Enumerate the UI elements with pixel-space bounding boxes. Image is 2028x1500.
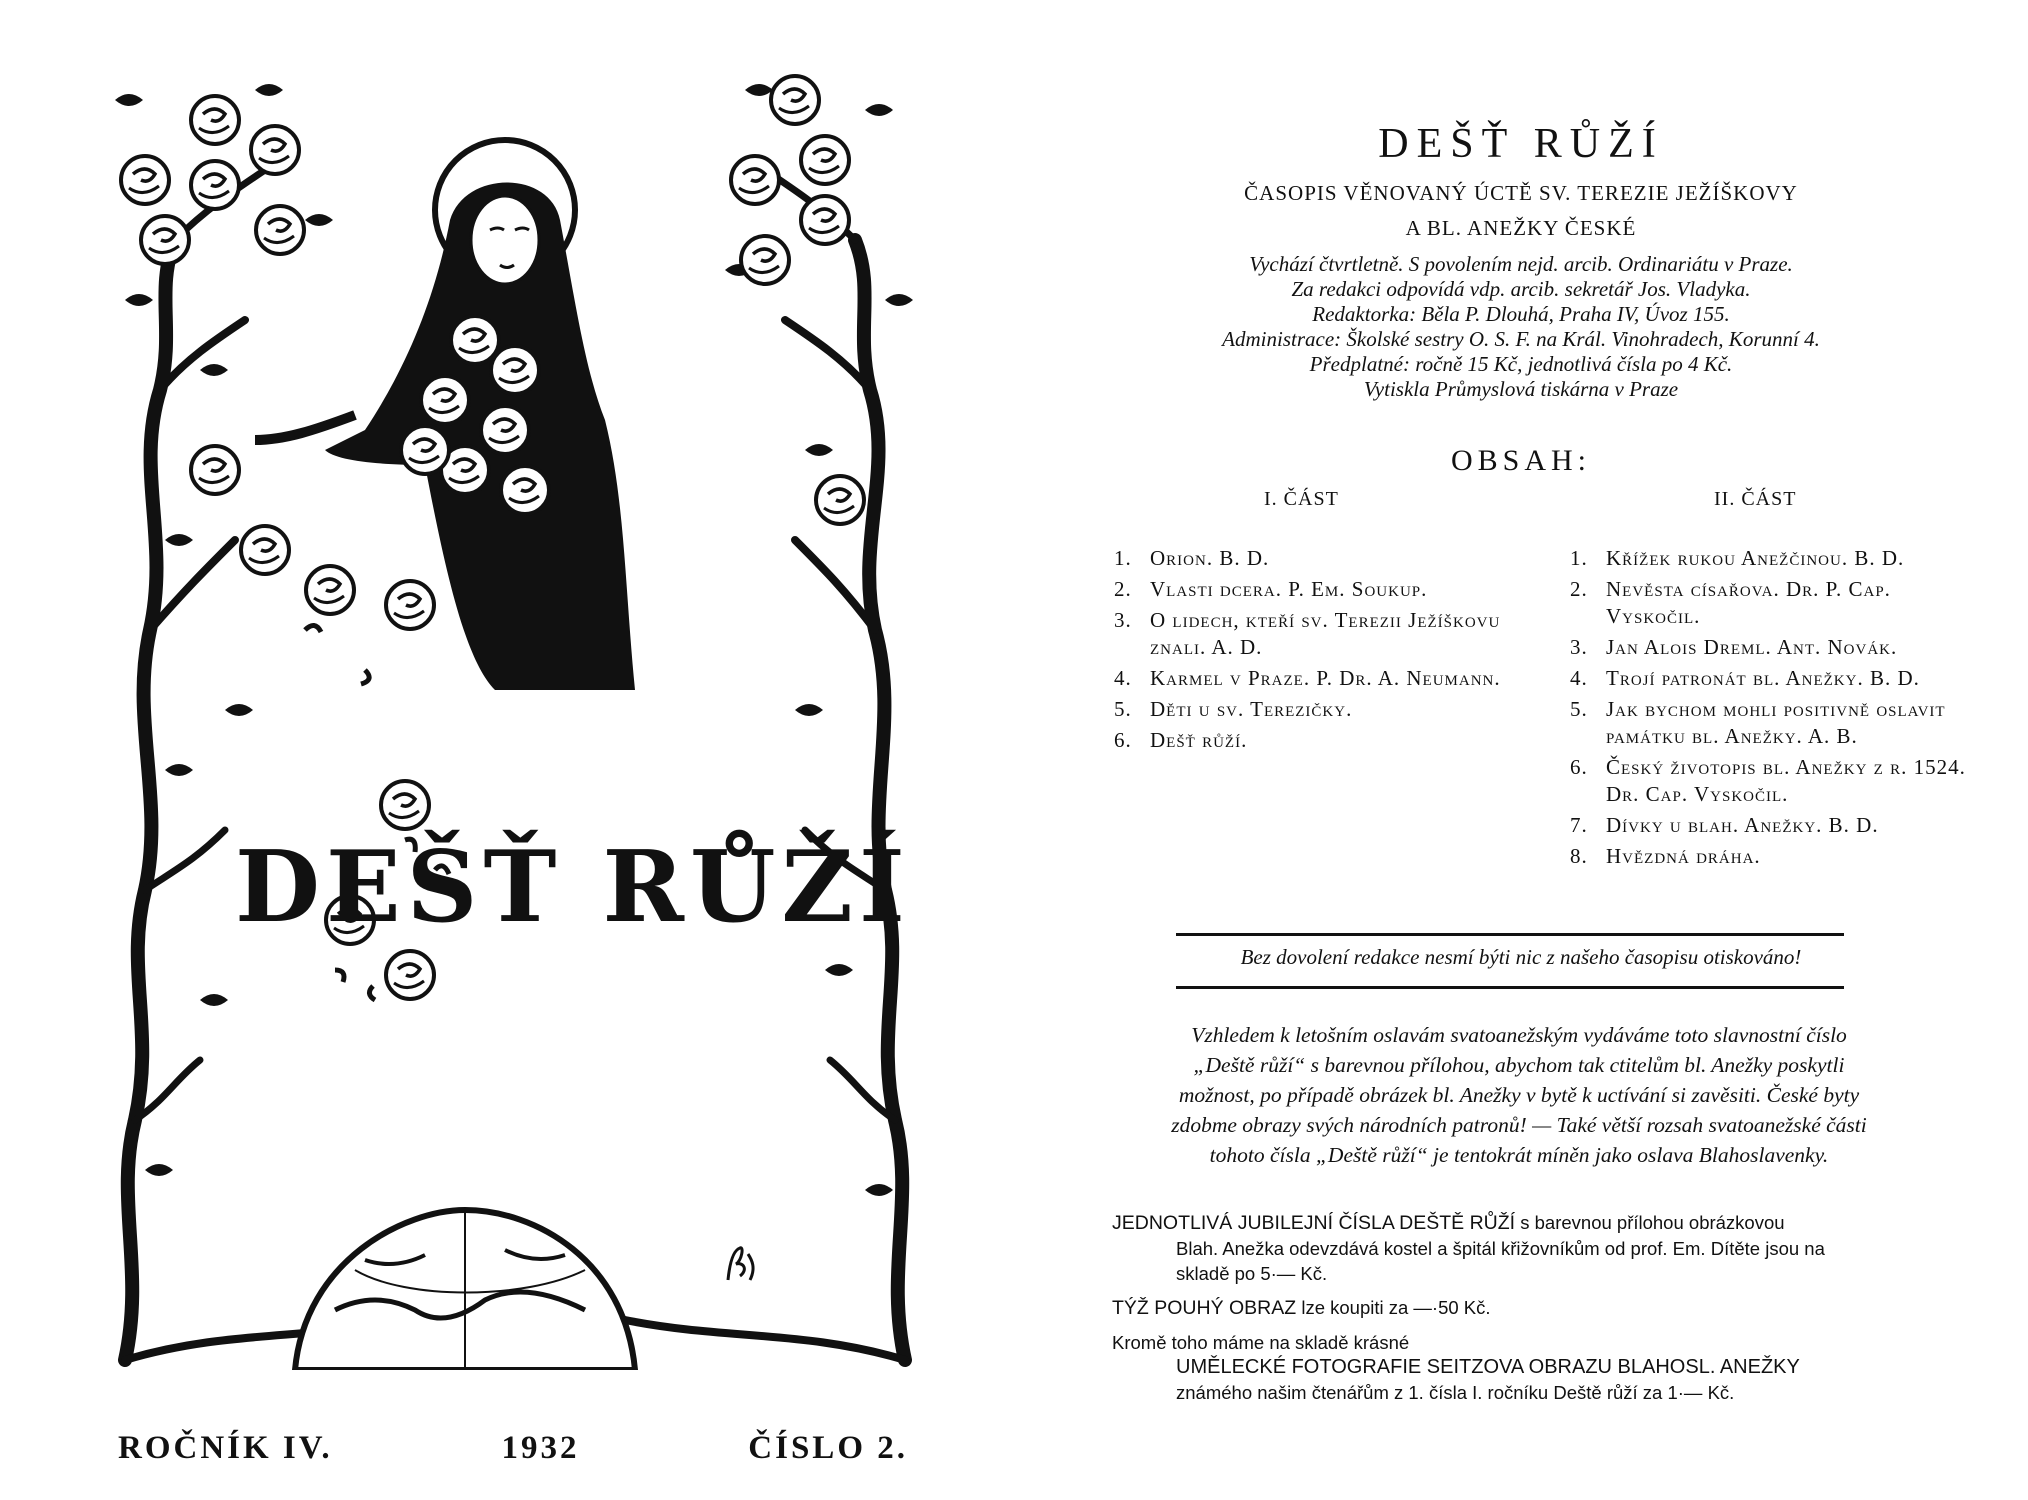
contents-item — [1114, 607, 1534, 661]
offer-photographs — [1112, 1330, 1992, 1405]
imprint-line: Za redakci odpovídá vdp. arcib. sekretář Jos. Vladyka. — [1291, 277, 1751, 301]
item-number: 1. — [1114, 546, 1132, 570]
item-number: 3. — [1114, 608, 1132, 632]
item-title: Jak bychom mohli positivně oslavit památku bl. Anežky. A. B. — [1606, 697, 1946, 748]
item-title: Křížek rukou Anežčinou. B. D. — [1606, 546, 1905, 570]
volume-label: ROČNÍK IV. — [118, 1430, 333, 1466]
contents-item — [1570, 665, 1990, 692]
item-number: 6. — [1114, 728, 1132, 752]
contents-part-two — [1570, 545, 1990, 874]
item-title: Karmel v Praze. P. Dr. A. Neumann. — [1150, 666, 1501, 690]
offer-text: Kromě toho máme na skladě krásné — [1112, 1332, 1410, 1353]
divider-top — [1176, 933, 1844, 936]
item-title: Děti u sv. Terezičky. — [1150, 697, 1353, 721]
contents-item — [1570, 576, 1990, 630]
imprint-line: Vytiskla Průmyslová tiskárna v Praze — [1363, 377, 1679, 401]
intro-line: zdobme obrazy svých národních patronů! — Také větší rozsah svatoanežské části — [1171, 1113, 1867, 1137]
item-title: Český životopis bl. Anežky z r. 1524. Dr. Cap. Vyskočil. — [1606, 755, 1966, 806]
contents-item — [1114, 545, 1534, 572]
item-title: O lidech, kteří sv. Terezii Ježíškovu znali. A. D. — [1150, 608, 1501, 659]
item-number: 5. — [1570, 697, 1588, 721]
imprint-line: Administrace: Školské sestry O. S. F. na Král. Vinohradech, Korunní 4. — [1222, 327, 1820, 351]
intro-paragraph — [1109, 1020, 1929, 1170]
item-number: 4. — [1570, 666, 1588, 690]
contents-item — [1570, 545, 1990, 572]
cover-title: DEŠŤ RŮŽÍ — [235, 830, 911, 945]
masthead-page — [1014, 0, 2028, 1500]
item-number: 4. — [1114, 666, 1132, 690]
contents-item — [1114, 727, 1534, 754]
copyright-notice: Bez dovolení redakce nesmí býti nic z našeho časopisu otiskováno! — [1240, 945, 1802, 969]
item-title: Dívky u blah. Anežky. B. D. — [1606, 813, 1879, 837]
offer-caps: JEDNOTLIVÁ JUBILEJNÍ ČÍSLA DEŠTĚ RŮŽÍ — [1112, 1212, 1516, 1234]
item-number: 2. — [1570, 577, 1588, 601]
subtitle-line: A BL. ANEŽKY ČESKÉ — [1405, 216, 1637, 240]
issue-label: ČÍSLO 2. — [748, 1430, 908, 1466]
intro-line: možnost, po případě obrázek bl. Anežky v bytě k uctívání si zavěsiti. České byty — [1178, 1083, 1860, 1107]
globe — [295, 1210, 635, 1370]
item-title: Vlasti dcera. P. Em. Soukup. — [1150, 577, 1428, 601]
year-label: 1932 — [501, 1430, 580, 1466]
part-two-heading: II. ČÁST — [1714, 488, 1797, 510]
part-one-heading: I. ČÁST — [1264, 488, 1339, 510]
magazine-title: DEŠŤ RŮŽÍ — [1378, 121, 1664, 167]
item-number: 1. — [1570, 546, 1588, 570]
offer-jubilee-issues — [1112, 1210, 1992, 1286]
item-title: Jan Alois Dreml. Ant. Novák. — [1606, 635, 1898, 659]
intro-line: tohoto čísla „Deště růží“ je tentokrát míněn jako oslava Blahoslavenky. — [1209, 1143, 1829, 1167]
item-number: 8. — [1570, 844, 1588, 868]
cover-footer — [118, 1430, 908, 1467]
item-title: Hvězdná dráha. — [1606, 844, 1761, 868]
roses-top-right — [731, 76, 864, 524]
item-number: 7. — [1570, 813, 1588, 837]
subtitle-line: ČASOPIS VĚNOVANÝ ÚCTĚ SV. TEREZIE JEŽÍŠKOVY — [1244, 181, 1798, 205]
item-title: Orion. B. D. — [1150, 546, 1270, 570]
contents-heading: OBSAH: — [1450, 444, 1592, 477]
imprint-line: Redaktorka: Běla P. Dlouhá, Praha IV, Úvoz 155. — [1312, 302, 1730, 326]
item-title: Dešť růží. — [1150, 728, 1248, 752]
imprint-line: Předplatné: ročně 15 Kč, jednotlivá čísla po 4 Kč. — [1309, 352, 1733, 376]
roses-top-left — [121, 96, 304, 264]
item-number: 2. — [1114, 577, 1132, 601]
offers-section — [1112, 1210, 1992, 1414]
intro-line: „Deště růží“ s barevnou přílohou, abychom tak ctitelům bl. Anežky poskytli — [1193, 1053, 1845, 1077]
contents-item — [1570, 843, 1990, 870]
offer-caps: TÝŽ POUHÝ OBRAZ — [1112, 1297, 1297, 1319]
contents-item — [1114, 696, 1534, 723]
offer-caps: UMĚLECKÉ FOTOGRAFIE SEITZOVA OBRAZU BLAHOSL. ANEŽKY — [1176, 1356, 1800, 1378]
contents-part-one — [1114, 545, 1534, 758]
contents-item — [1570, 634, 1990, 661]
item-number: 5. — [1114, 697, 1132, 721]
divider-bottom — [1176, 986, 1844, 989]
contents-item — [1114, 665, 1534, 692]
item-title: Nevěsta císařova. Dr. P. Cap. Vyskočil. — [1606, 577, 1891, 628]
offer-text: lze koupiti za —·50 Kč. — [1296, 1297, 1491, 1318]
offer-picture — [1112, 1295, 1992, 1321]
artist-signature — [722, 1240, 762, 1290]
offer-text: Blah. Anežka odevzdává kostel a špitál křižovníkům od prof. Em. Dítěte jsou na — [1176, 1238, 1825, 1259]
intro-line: Vzhledem k letošním oslavám svatoanežským vydáváme toto slavnostní číslo — [1191, 1023, 1847, 1047]
contents-item — [1570, 754, 1990, 808]
imprint — [1014, 252, 2028, 402]
item-number: 6. — [1570, 755, 1588, 779]
contents-item — [1570, 812, 1990, 839]
offer-text: s barevnou přílohou obrázkovou — [1515, 1212, 1785, 1233]
cover-illustration — [105, 70, 935, 1370]
offer-text: skladě po 5·— Kč. — [1176, 1263, 1328, 1284]
item-number: 3. — [1570, 635, 1588, 659]
contents-item — [1570, 696, 1990, 750]
imprint-line: Vychází čtvrtletně. S povolením nejd. arcib. Ordinariátu v Praze. — [1249, 252, 1793, 276]
contents-item — [1114, 576, 1534, 603]
offer-text: známého našim čtenářům z 1. čísla I. ročníku Deště růží za 1·— Kč. — [1176, 1382, 1735, 1403]
magazine-subtitle — [1014, 176, 2028, 246]
item-title: Trojí patronát bl. Anežky. B. D. — [1606, 666, 1920, 690]
